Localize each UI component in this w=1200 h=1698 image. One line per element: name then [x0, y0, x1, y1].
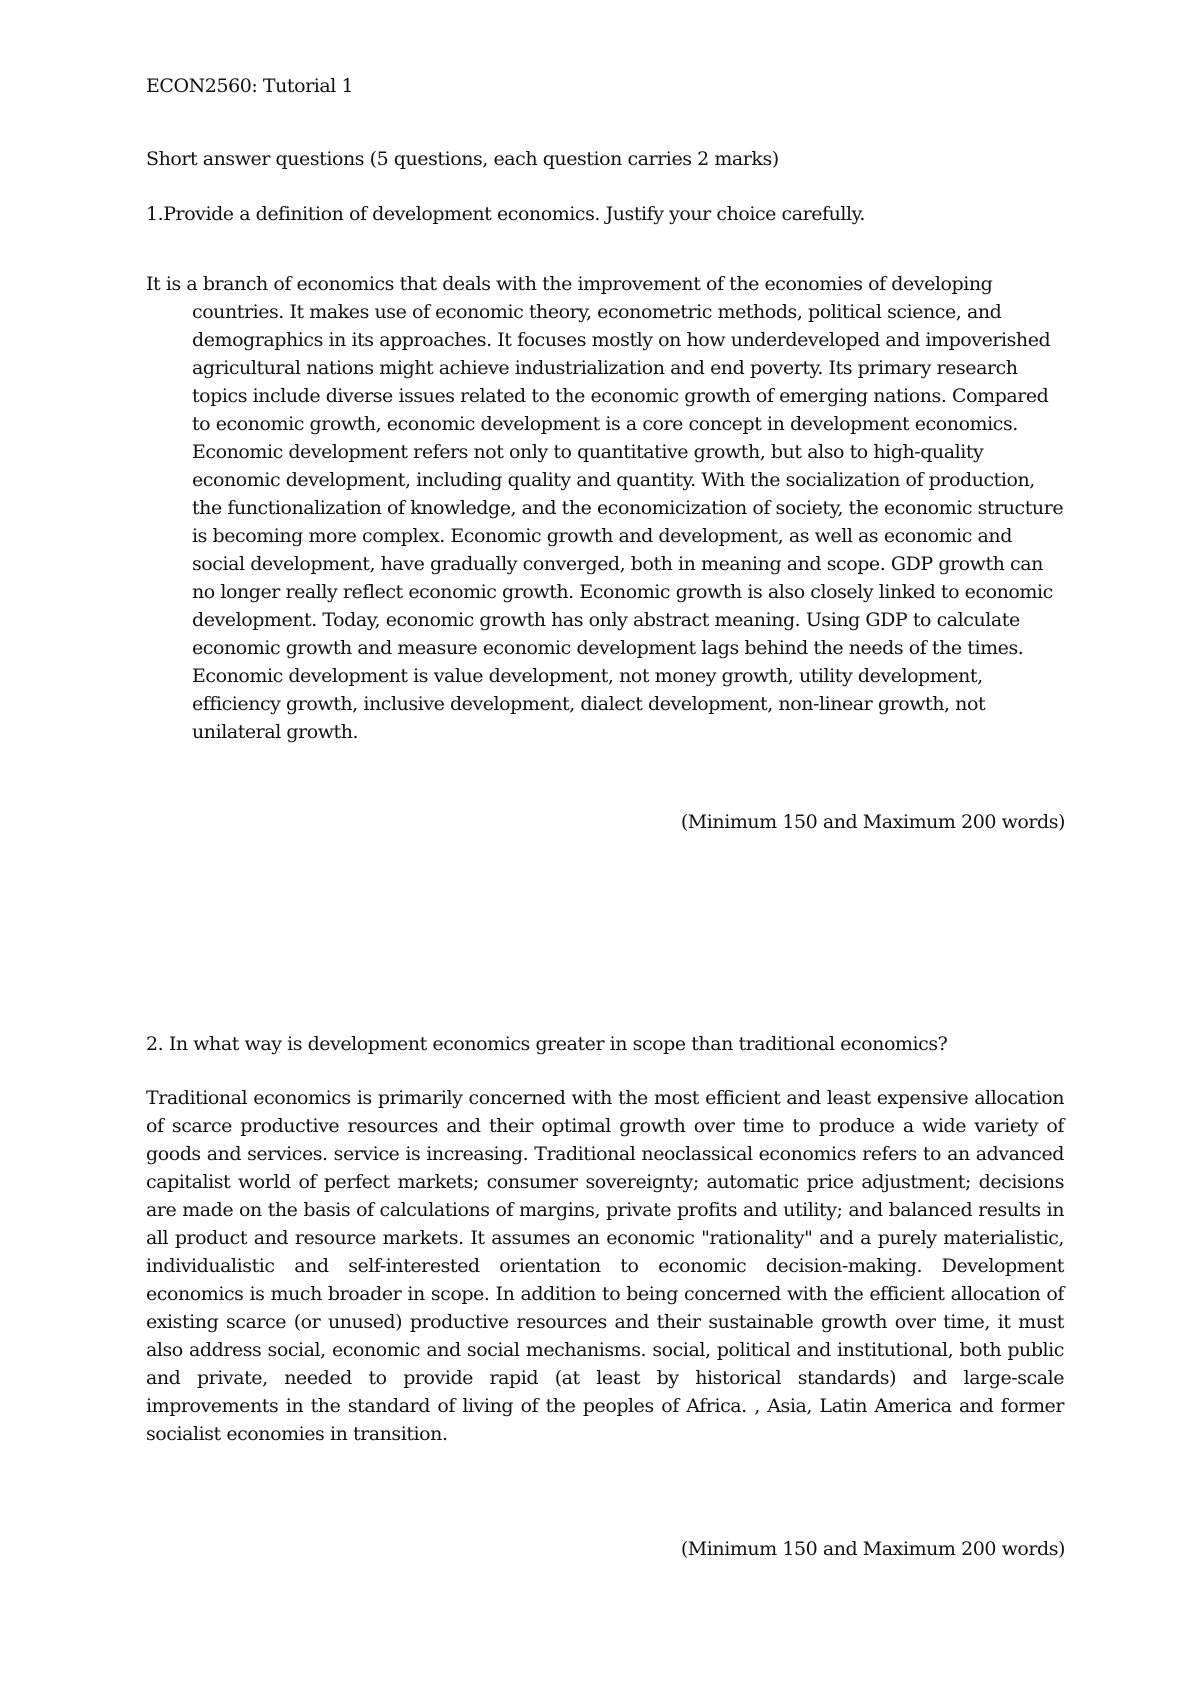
course-header: ECON2560: Tutorial 1 — [146, 75, 354, 97]
question-1-prompt: 1.Provide a definition of development economics. Justify your choice carefully. — [146, 203, 866, 225]
question-2-answer: Traditional economics is primarily concerned with the most efficient and least expensive allocation of scarce productive resources and their optimal growth over time to produce a wide variety of goods and services. service is increasing. Traditional neoclassical economics refers to an advanced capitalist world of perfect markets; consumer sovereignty; automatic price adjustment; decisions are made on the basis of calculations of margins, private profits and utility; and balanced results in all product and resource markets. It assumes an economic "rationality" and a purely materialistic, individualistic and self-interested orientation to economic decision-making. Development economics is much broader in scope. In addition to being concerned with the efficient allocation of existing scarce (or unused) productive resources and their sustainable growth over time, it must also address social, economic and social mechanisms. social, political and institutional, both public and private, needed to provide rapid (at least by historical standards) and large-scale improvements in the standard of living of the peoples of Africa. , Asia, Latin America and former socialist economies in transition. — [146, 1087, 1064, 1445]
question-2-word-limit: (Minimum 150 and Maximum 200 words) — [680, 1538, 1065, 1560]
section-title: Short answer questions (5 questions, each question carries 2 marks) — [146, 148, 779, 170]
question-1-answer: It is a branch of economics that deals with the improvement of the economies of developing countries. It makes use of economic theory, econometric methods, political science, and demographics in its approaches. It focuses mostly on how underdeveloped and impoverished agricultural nations might achieve industrialization and end poverty. Its primary research topics include diverse issues related to the economic growth of emerging nations. Compared to economic growth, economic development is a core concept in development economics. Economic development refers not only to quantitative growth, but also to high-quality economic development, including quality and quantity. With the socialization of production, the functionalization of knowledge, and the economicization of society, the economic structure is becoming more complex. Economic growth and development, as well as economic and social development, have gradually converged, both in meaning and scope. GDP growth can no longer really reflect economic growth. Economic growth is also closely linked to economic development. Today, economic growth has only abstract meaning. Using GDP to calculate economic growth and measure economic development lags behind the needs of the times. Economic development is value development, not money growth, utility development, efficiency growth, inclusive development, dialect development, non-linear growth, not unilateral growth. — [146, 273, 1064, 743]
question-2-prompt: 2. In what way is development economics greater in scope than traditional economics? — [146, 1033, 948, 1055]
question-1-word-limit: (Minimum 150 and Maximum 200 words) — [680, 811, 1065, 833]
